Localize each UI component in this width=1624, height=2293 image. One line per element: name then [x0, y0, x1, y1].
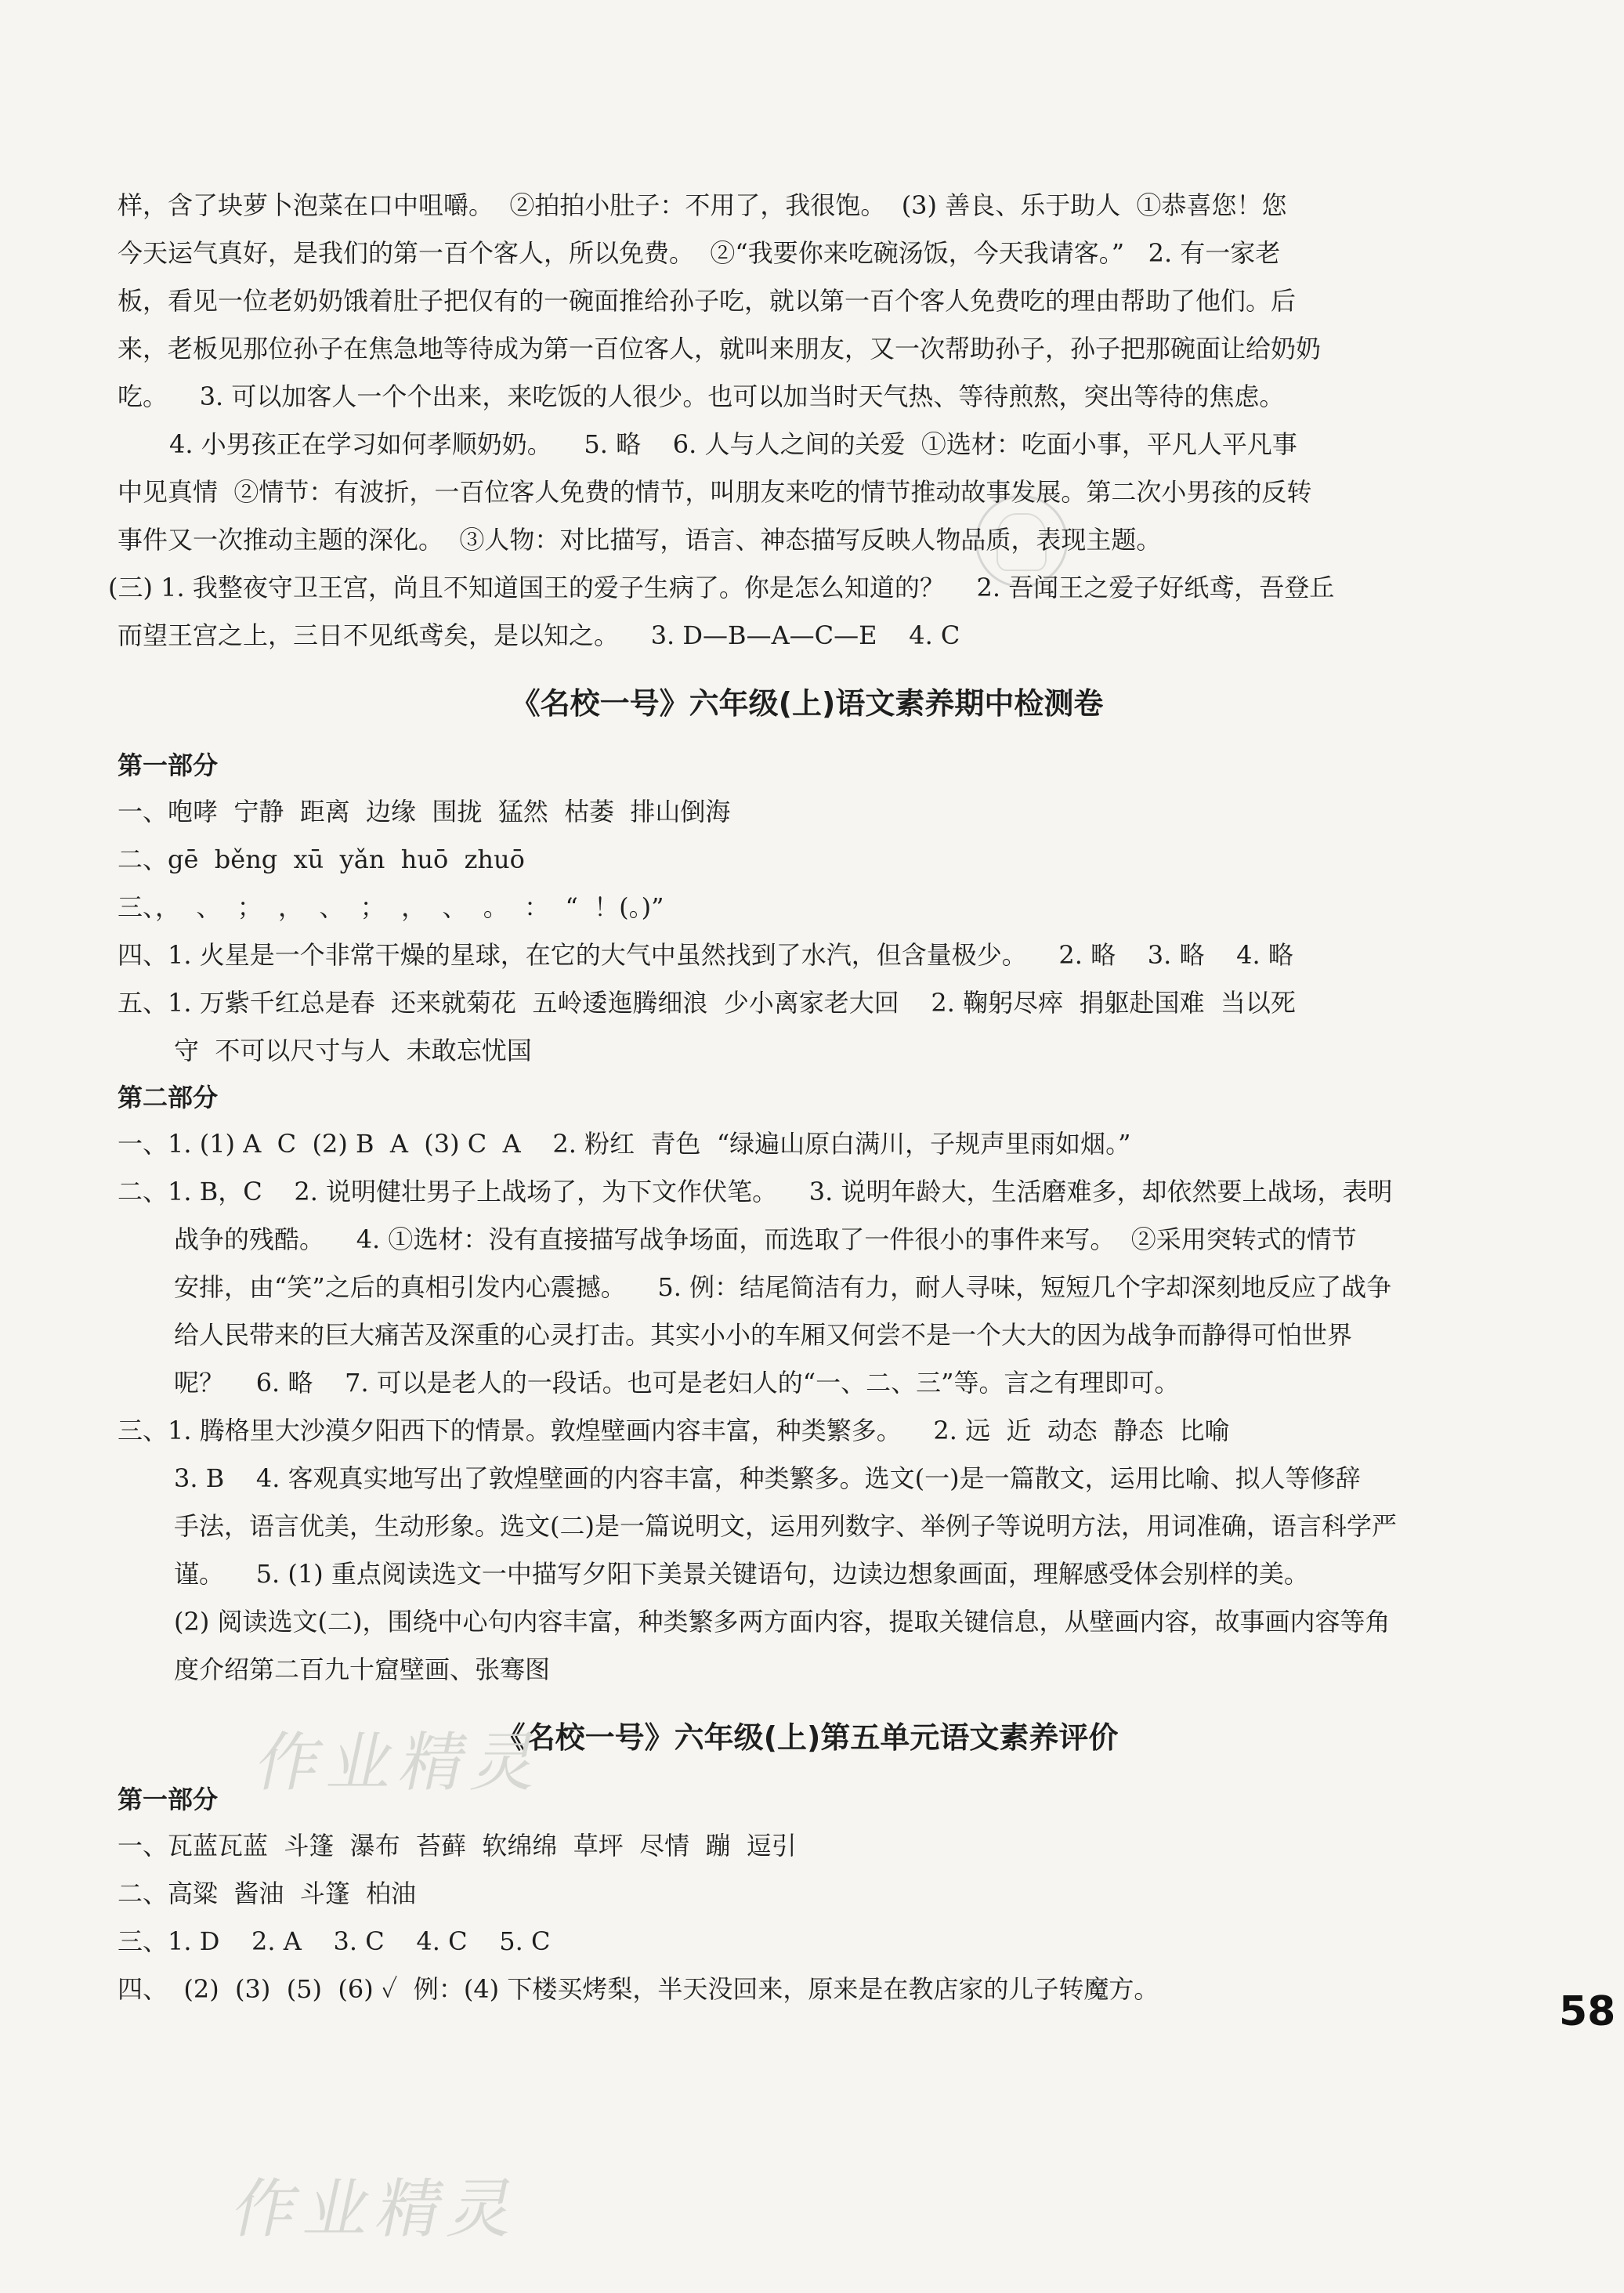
- text-line: 三、1. 腾格里大沙漠夕阳西下的情景。敦煌壁画内容丰富，种类繁多。 2. 远 近 动态 静态 比喻: [118, 1416, 1230, 1445]
- text-line: 今天运气真好，是我们的第一百个客人，所以免费。 ②“我要你来吃碗汤饭，今天我请客。” 2. 有一家老: [118, 238, 1281, 268]
- text-line: 一、1. (1) A C (2) B A (3) C A 2. 粉红 青色 “绿遍山原白满川，子规声里雨如烟。”: [118, 1129, 1131, 1159]
- part-label: 第二部分: [118, 1083, 219, 1112]
- text-line: 板，看见一位老奶奶饿着肚子把仅有的一碗面推给孙子吃，就以第一百个客人免费吃的理由帮助了他们。后: [118, 286, 1297, 316]
- text-line: 安排，由“笑”之后的真相引发内心震撼。 5. 例：结尾简洁有力，耐人寻味，短短几个字却深刻地反应了战争: [174, 1272, 1392, 1302]
- text-line: 呢？ 6. 略 7. 可以是老人的一段话。也可是老妇人的“一、二、三”等。言之有理即可。: [174, 1368, 1180, 1398]
- page-number: 58: [1559, 1988, 1616, 2035]
- text-line: 一、瓦蓝瓦蓝 斗篷 瀑布 苔藓 软绵绵 草坪 尽情 蹦 逗引: [118, 1831, 797, 1861]
- text-line: 五、1. 万紫千红总是春 还来就菊花 五岭逶迤腾细浪 少小离家老大回 2. 鞠躬尽瘁 捐躯赴国难 当以死: [118, 988, 1296, 1018]
- part-label: 第一部分: [118, 750, 219, 780]
- text-line: 样，含了块萝卜泡菜在口中咀嚼。 ②拍拍小肚子：不用了，我很饱。 (3) 善良、乐于助人 ①恭喜您！您: [118, 190, 1287, 220]
- text-line: 度介绍第二百九十窟壁画、张骞图: [174, 1655, 551, 1684]
- text-line: (三) 1. 我整夜守卫王宫，尚且不知道国王的爱子生病了。你是怎么知道的？ 2. 吾闻王之爱子好纸鸢，吾登丘: [108, 573, 1335, 602]
- text-line: 3. B 4. 客观真实地写出了敦煌壁画的内容丰富，种类繁多。选文(一)是一篇散文，运用比喻、拟人等修辞: [174, 1463, 1361, 1493]
- text-line: 四、1. 火星是一个非常干燥的星球，在它的大气中虽然找到了水汽，但含量极少。 2. 略 3. 略 4. 略: [118, 940, 1293, 970]
- text-line: 战争的残酷。 4. ①选材：没有直接描写战争场面，而选取了一件很小的事件来写。 ②采用突转式的情节: [174, 1224, 1357, 1254]
- text-line: 中见真情 ②情节：有波折，一百位客人免费的情节，叫朋友来吃的情节推动故事发展。第二次小男孩的反转: [118, 477, 1312, 507]
- text-line: 给人民带来的巨大痛苦及深重的心灵打击。其实小小的车厢又何尝不是一个大大的因为战争而静得可怕世界: [174, 1320, 1353, 1350]
- text-line: 事件又一次推动主题的深化。 ③人物：对比描写，语言、神态描写反映人物品质，表现主题。: [118, 525, 1162, 555]
- text-line: 而望王宫之上，三日不见纸鸢矣，是以知之。 3. D—B—A—C—E 4. C: [118, 620, 960, 650]
- watermark: 作业精灵: [226, 2172, 530, 2247]
- part-label: 第一部分: [118, 1785, 219, 1814]
- text-line: 守 不可以尺寸与人 未敢忘忧国: [174, 1036, 532, 1065]
- midterm-title: 《名校一号》六年级(上)语文素养期中检测卷: [510, 686, 1104, 721]
- text-line: 三、， 、 ； ， 、 ； ， 、 。 ： “ ！(。)”: [118, 892, 664, 922]
- unit5-title: 《名校一号》六年级(上)第五单元语文素养评价: [495, 1720, 1119, 1755]
- text-line: 谨。 5. (1) 重点阅读选文一中描写夕阳下美景关键语句，边读边想象画面，理解感受体会别样的美。: [174, 1559, 1309, 1589]
- text-line: 三、1. D 2. A 3. C 4. C 5. C: [118, 1926, 551, 1956]
- text-line: (2) 阅读选文(二)，围绕中心句内容丰富，种类繁多两方面内容，提取关键信息，从壁画内容，故事画内容等角: [174, 1607, 1391, 1637]
- text-line: 四、 (2) (3) (5) (6) ✓ 例：(4) 下楼买烤梨，半天没回来，原来是在教店家的儿子转魔方。: [118, 1974, 1159, 2004]
- watermark: 作业精灵: [249, 1726, 554, 1800]
- text-line: 二、1. B，C 2. 说明健壮男子上战场了，为下文作伏笔。 3. 说明年龄大，生活磨难多，却依然要上战场，表明: [118, 1177, 1393, 1206]
- text-line: 4. 小男孩正在学习如何孝顺奶奶。 5. 略 6. 人与人之间的关爱 ①选材：吃面小事，平凡人平凡事: [169, 429, 1297, 459]
- text-line: 吃。 3. 可以加客人一个个出来，来吃饭的人很少。也可以加当时天气热、等待煎熬，突出等待的焦虑。: [118, 382, 1285, 411]
- midterm-part1: [118, 743, 1496, 1075]
- text-line: 手法，语言优美，生动形象。选文(二)是一篇说明文，运用列数字、举例子等说明方法，用词准确，语言科学严: [174, 1511, 1397, 1541]
- text-line: 二、高粱 酱油 斗篷 柏油: [118, 1879, 417, 1908]
- text-line: 一、咆哮 宁静 距离 边缘 围拢 猛然 枯萎 排山倒海: [118, 797, 731, 826]
- previous-section-answers: [108, 182, 1496, 660]
- midterm-part2: [118, 1075, 1496, 1694]
- text-line: 二、gē běng xū yǎn huō zhuō: [118, 845, 525, 874]
- unit5-part1: [118, 1777, 1496, 2013]
- text-line: 来，老板见那位孙子在焦急地等待成为第一百位客人，就叫来朋友，又一次帮助孙子，孙子把那碗面让给奶奶: [118, 334, 1322, 363]
